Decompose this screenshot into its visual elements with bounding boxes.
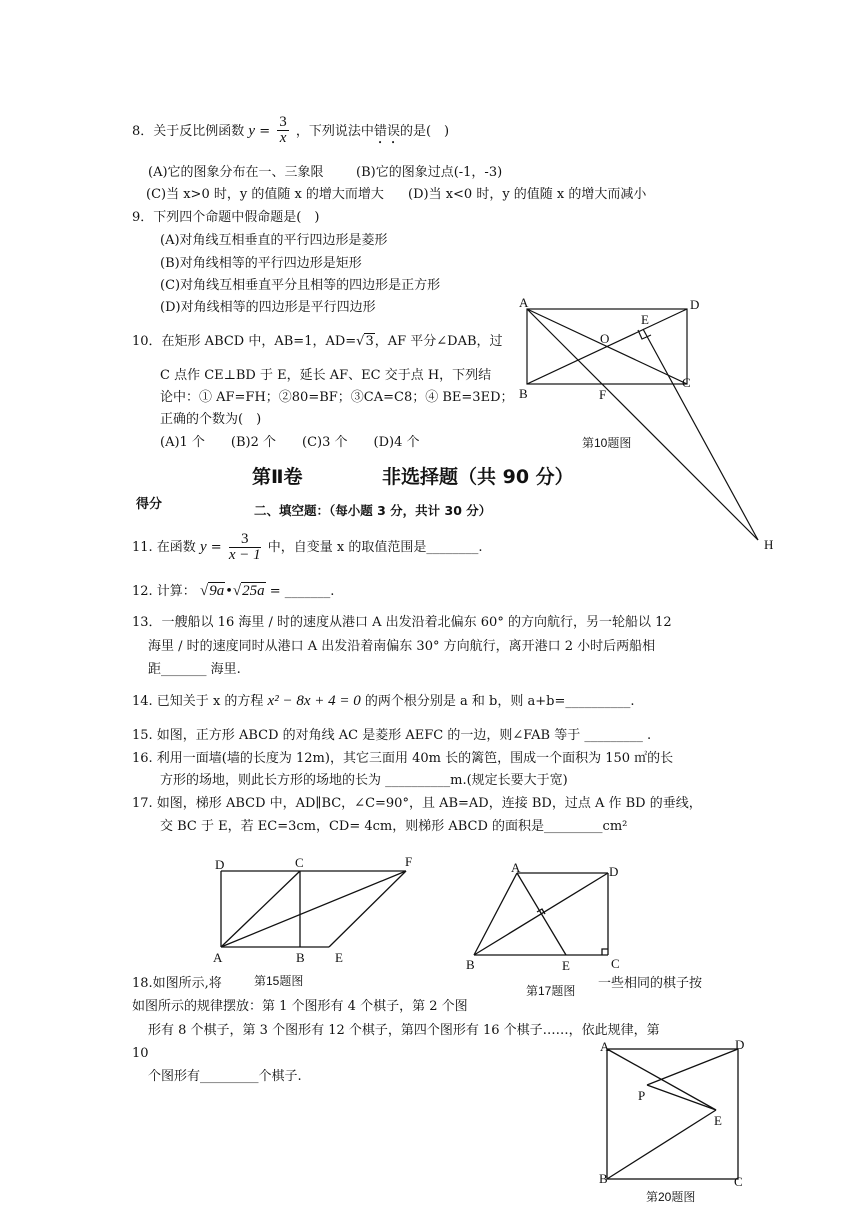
q8-denominator: x	[279, 130, 287, 146]
q10-line-4: 正确的个数为( )	[160, 412, 262, 427]
q18-line-2: 如图所示的规律摆放：第 1 个图形有 4 个棋子，第 2 个图	[132, 999, 468, 1014]
section-title-left: 第Ⅱ卷	[252, 466, 303, 488]
question-12: 12. 计算： √9a•√25a = _______.	[132, 583, 335, 599]
q9-option-a: (A)对角线互相垂直的平行四边形是菱形	[160, 233, 388, 248]
fig20-label-e: E	[714, 1113, 722, 1128]
fig17-label-a: A	[511, 860, 521, 875]
q9-option-d: (D)对角线相等的四边形是平行四边形	[160, 300, 376, 315]
fig20-caption: 第20题图	[646, 1190, 696, 1204]
q14-equation: x² − 8x + 4 = 0	[267, 693, 361, 709]
q10-line-1: 10．在矩形 ABCD 中，AB=1，AD=√3，AF 平分∠DAB，过	[132, 334, 503, 349]
q18-line-3: 形有 8 个棋子，第 3 个图形有 12 个棋子，第四个图形有 16 个棋子……，依此规律，第	[148, 1023, 660, 1038]
section-title-right: 非选择题（共 90 分）	[382, 466, 574, 488]
fig10-label-a: A	[519, 295, 529, 310]
fig20-label-c: C	[734, 1174, 743, 1189]
fig10-caption: 第10题图	[582, 436, 632, 450]
q8-fraction	[277, 115, 289, 146]
question-11	[132, 532, 482, 563]
fig20-label-a: A	[600, 1039, 610, 1054]
fig10-label-o: O	[600, 331, 610, 346]
q9-option-b: (B)对角线相等的平行四边形是矩形	[160, 256, 362, 271]
q8-numerator: 3	[279, 114, 287, 130]
q11-fraction	[229, 532, 261, 563]
q9-stem: 9．下列四个命题中假命题是( )	[132, 210, 320, 225]
q11-denominator: x − 1	[228, 547, 261, 563]
q8-option-d: (D)当 x<0 时，y 的值随 x 的增大而减小	[408, 187, 647, 202]
q8-prefix: 8．关于反比例函数	[132, 124, 245, 139]
figure-10	[510, 292, 780, 560]
q8-emphasis: 错误	[373, 124, 400, 139]
fig10-label-d: D	[690, 297, 700, 312]
q11-numerator: 3	[229, 532, 261, 548]
q13-line-2: 海里 / 时的速度同时从港口 A 出发沿着南偏东 30° 方向航行，离开港口 2 小时后两船相	[148, 639, 656, 654]
q18-line-1-end: 一些相同的棋子按	[598, 976, 703, 991]
fig10-line-eh	[643, 329, 758, 540]
q10-line-1a: 10．在矩形 ABCD 中，AB=1，AD=	[132, 334, 357, 349]
q13-line-3: 距_______ 海里.	[148, 662, 241, 677]
q8-var-y: y	[248, 123, 256, 139]
q11-prefix: 11. 在函数	[132, 540, 196, 555]
q18-line-3-wrap: 10	[132, 1046, 149, 1061]
q10-options: (A)1 个 (B)2 个 (C)3 个 (D)4 个	[160, 435, 420, 450]
q12-suffix: = _______.	[269, 584, 335, 599]
fig15-caption: 第15题图	[254, 974, 304, 988]
q16-line-1: 16. 利用一面墙(墙的长度为 12m)，其它三面用 40m 长的篱笆，围成一个面积为 150 ㎡的长	[132, 751, 674, 766]
q10-line-1b: ，AF 平分∠DAB，过	[374, 334, 503, 349]
q18-line-4: 个图形有_________个棋子.	[148, 1069, 302, 1084]
q13-line-1: 13．一艘船以 16 海里 / 时的速度从港口 A 出发沿着北偏东 60° 的方向航行，另一轮船以 12	[132, 615, 672, 630]
fig10-label-c: C	[682, 375, 691, 390]
figure-20	[590, 1034, 760, 1194]
q17-line-1: 17. 如图，梯形 ABCD 中，AD∥BC，∠C=90°，且 AB=AD，连接 BD，过点 A 作 BD 的垂线，	[132, 796, 702, 811]
question-8	[132, 116, 449, 147]
q15-line-1: 15. 如图，正方形 ABCD 的对角线 AC 是菱形 AEFC 的一边，则∠FAB 等于 _________ .	[132, 728, 652, 743]
fig20-label-d: D	[735, 1037, 745, 1052]
score-label: 得分	[136, 497, 163, 512]
fig15-label-c: C	[295, 855, 304, 870]
fig10-label-e: E	[641, 312, 649, 327]
q12-prefix: 12. 计算：	[132, 584, 196, 599]
fig15-label-e: E	[335, 950, 343, 965]
q17-line-2: 交 BC 于 E，若 EC=3cm，CD= 4cm，则梯形 ABCD 的面积是_________cm²	[160, 819, 628, 834]
fig15-label-f: F	[405, 854, 413, 869]
q8-equals: =	[259, 124, 271, 139]
q18-line-1-start: 18.如图所示,将	[132, 976, 222, 991]
figure-17	[460, 860, 630, 980]
q11-var-y: y	[199, 539, 207, 555]
q8-option-b: (B)它的图象过点(-1，-3)	[356, 165, 503, 180]
fig15-label-b: B	[296, 950, 305, 965]
fig20-label-p: P	[638, 1088, 646, 1103]
q11-suffix: 中，自变量 x 的取值范围是________.	[267, 540, 483, 555]
question-14	[132, 692, 634, 711]
fig10-label-b: B	[519, 386, 528, 401]
q11-equals: =	[210, 540, 222, 555]
fig17-label-c: C	[611, 956, 620, 971]
fig20-label-b: B	[599, 1171, 608, 1186]
fig10-label-h: H	[764, 537, 774, 552]
section-subtitle: 二、填空题：（每小题 3 分，共计 30 分）	[254, 503, 492, 518]
fig15-label-a: A	[213, 950, 223, 965]
fig17-label-d: D	[609, 864, 619, 879]
q10-line-2: C 点作 CE⊥BD 于 E，延长 AF、EC 交于点 H，下列结	[160, 368, 492, 383]
figure-15	[205, 848, 435, 968]
fig10-line-ah	[527, 309, 758, 540]
fig17-caption: 第17题图	[526, 984, 576, 998]
q8-option-c: (C)当 x>0 时，y 的值随 x 的增大而增大	[146, 187, 384, 202]
q8-suffix: ，下列说法中	[295, 124, 374, 139]
q12-radicand-1: 9a	[209, 583, 225, 599]
fig17-label-e: E	[562, 958, 570, 973]
q9-option-c: (C)对角线互相垂直平分且相等的四边形是正方形	[160, 278, 441, 293]
fig17-label-b: B	[466, 957, 475, 972]
q10-line-3: 论中：① AF=FH；②80=BF；③CA=C8；④ BE=3ED；	[160, 390, 514, 405]
q12-radicand-2: 25a	[242, 583, 265, 599]
fig15-label-d: D	[215, 857, 225, 872]
q14-prefix: 14. 已知关于 x 的方程	[132, 694, 264, 709]
q10-sqrt: 3	[365, 334, 374, 349]
fig10-label-f: F	[599, 387, 607, 402]
q14-suffix: 的两个根分别是 a 和 b，则 a+b=__________.	[364, 694, 635, 709]
q16-line-2: 方形的场地，则此长方形的场地的长为 __________m.(规定长要大于宽)	[160, 773, 568, 788]
q8-suffix-end: 的是( )	[399, 124, 450, 139]
q8-option-a: (A)它的图象分布在一、三象限	[148, 165, 324, 180]
